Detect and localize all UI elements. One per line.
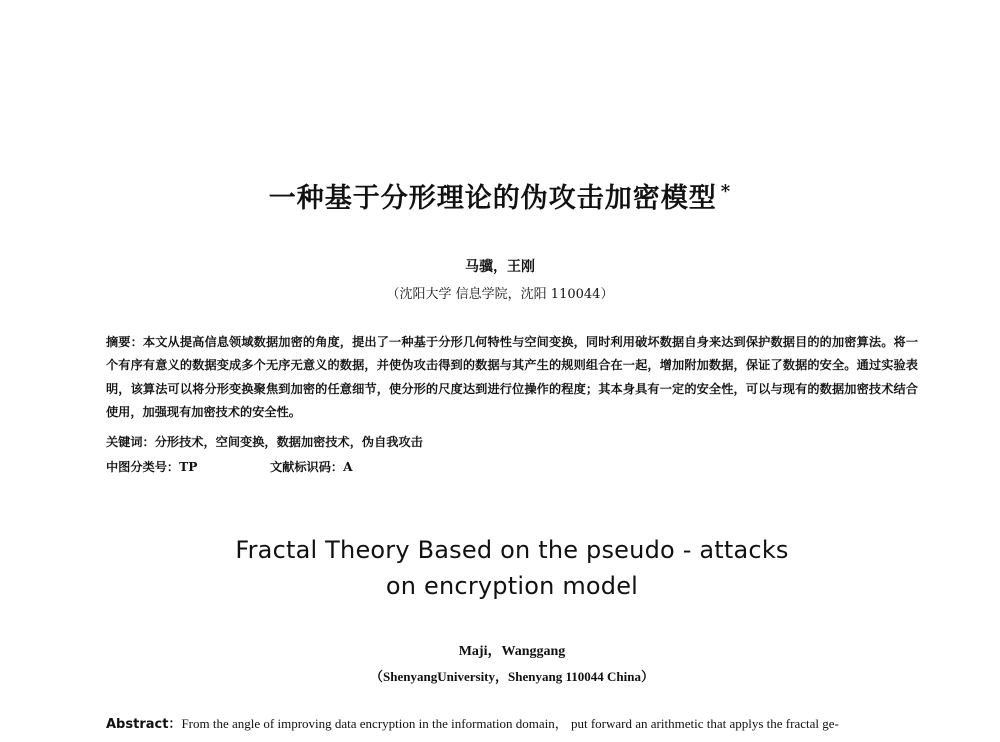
abstract-en	[106, 713, 926, 732]
abstract-zh-text: 本文从提高信息领域数据加密的角度，提出了一种基于分形几何特性与空间变换，同时利用破坏数据自身来达到保护数据目的的加密算法。将一个有序有意义的数据变成多个无序无意义的数据，并使伪攻击得到的数据与其产生的规则组合在一起，增加附加数据，保证了数据的安全。通过实验表明，该算法可以将分形变换聚焦到加密的任意细节，使分形的尺度达到进行位操作的程度；其本身具有一定的安全性，可以与现有的数据加密技术结合使用，加强现有加密技术的安全性。	[106, 335, 919, 420]
paper-title-zh	[0, 176, 1000, 215]
abstract-zh	[106, 331, 918, 425]
affiliation-zh: （沈阳大学 信息学院，沈阳 110044）	[386, 287, 614, 302]
classification-row	[106, 458, 353, 475]
abstract-en-label: Abstract：	[106, 717, 182, 732]
doccode-value: A	[343, 460, 353, 474]
class-value: TP	[179, 460, 198, 474]
abstract-zh-label: 摘要：	[106, 335, 143, 349]
abstract-en-text: From the angle of improving data encryption in the information domain， put forward an arithmetic that applys the fractal ge-	[181, 716, 839, 731]
affiliation-en: （ShenyangUniversity，Shenyang 110044 China）	[370, 669, 654, 684]
title-zh-text: 一种基于分形理论的伪攻击加密模型	[268, 183, 717, 214]
authors-zh: 马骥，王刚	[465, 259, 535, 275]
doccode-group	[270, 458, 353, 475]
doccode-label: 文献标识码：	[270, 460, 344, 474]
keywords-row	[106, 433, 423, 450]
keywords-label: 关键词：	[106, 435, 155, 449]
keywords-text: 分形技术，空间变换，数据加密技术，伪自我攻击	[154, 435, 423, 449]
title-footnote-marker: *	[720, 181, 732, 202]
paper-title-en	[0, 532, 1000, 604]
class-label: 中图分类号：	[106, 460, 180, 474]
title-en-line-2: on encryption model	[385, 572, 639, 600]
authors-en: Maji，Wanggang	[458, 644, 566, 659]
title-en-line-1: Fractal Theory Based on the pseudo - attacks	[235, 536, 789, 564]
